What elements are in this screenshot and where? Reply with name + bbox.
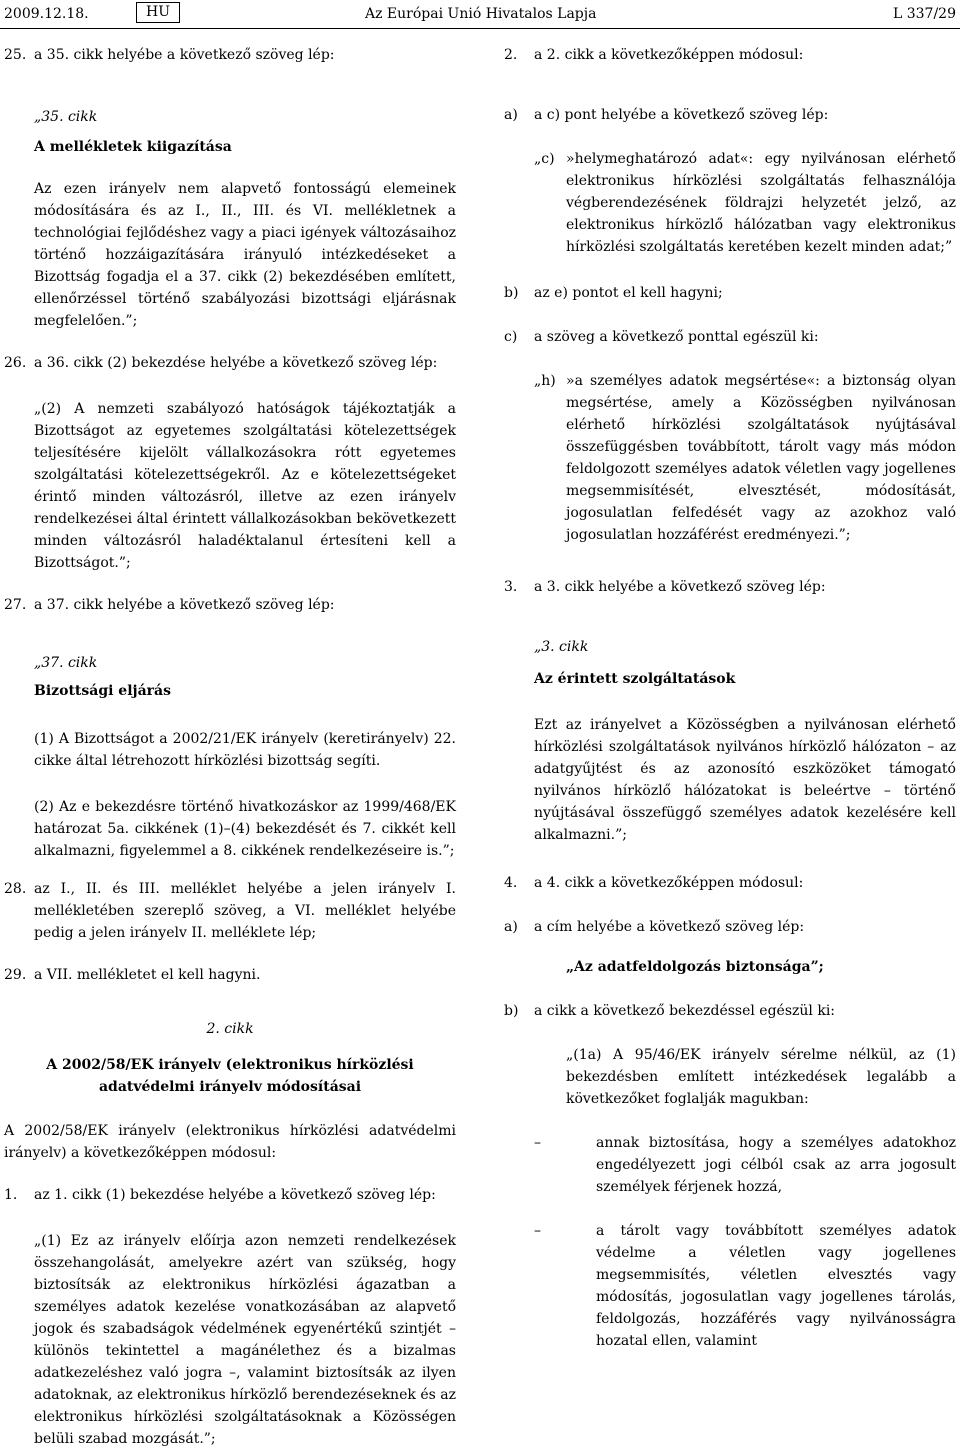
item-1-text: „(1) Ez az irányelv előírja azon nemzeti rendelkezések összehangolását, amelyekre azért van szükség, hogy biztosítsák az elektronikus hírközlési ágazatban a személyes adatok kezelése vonatkozásában az alapvető jogok és szabadságok védelmének egyenértékű szintjét – különös tekintettel a magánélethez és a bizalmas adatkezeléshez való jogra –, valamint biztosítsák az ilyen adatoknak, az elektronikus hírközlő berendezéseknek és az elektronikus hírközlési szolgáltatásoknak a Közösségen belüli szabad mozgását.”;	[34, 1233, 456, 1447]
page-header	[0, 0, 960, 28]
right-column	[504, 44, 956, 1352]
article-37-para-1: (1) A Bizottságot a 2002/21/EK irányelv (keretirányelv) 22. cikke által létrehozott hírközlési bizottság segíti.	[34, 731, 456, 769]
article-2-heading: 2. cikk	[206, 1021, 254, 1037]
left-column	[4, 44, 456, 1450]
article-35-heading: „35. cikk	[34, 109, 98, 125]
article-3-text: Ezt az irányelvet a Közösségben a nyilvánosan elérhető hírközlési szolgáltatások nyilvános hírközlő hálózaton – az adatgyűjtést és az azonosító eszközöket támogató nyilvános hírközlő hálózatokat is beleértve – történő nyújtásával összefüggő személyes adatok kezelésére kell alkalmazni.”;	[534, 717, 956, 843]
item-26-text: „(2) A nemzeti szabályozó hatóságok tájékoztatják a Bizottságot az egyetemes szolgáltatási kötelezettségek teljesítésére kijelölt vállalkozásokra rótt egyetemes szolgáltatási kötelezettségekről. Az e kötelezettségeket érintő minden változásról, illetve az ezen irányelv rendelkezései által érintett vállalkozásokban bekövetkezett minden változásról haladéktalanul értesíteni kell a Bizottságot.”;	[34, 401, 456, 571]
article-3-title: Az érintett szolgáltatások	[534, 671, 736, 687]
dash-item-2: – a tárolt vagy továbbított személyes adatok védelme a véletlen vagy jogellenes megsemmisítés, véletlen elvesztés vagy módosítás, jogosulatlan vagy jogellenes tárolás, feldolgozás, hozzáférés vagy nyilvánosságra hozatal ellen, valamint	[534, 1223, 956, 1349]
item-1: 1. az 1. cikk (1) bekezdése helyébe a következő szöveg lép:	[4, 1187, 436, 1203]
item-27: 27. a 37. cikk helyébe a következő szöveg lép:	[4, 597, 335, 613]
article-35-text: Az ezen irányelv nem alapvető fontosságú elemeinek módosítására és az I., II., III. és VI. mellékletnek a technológiai fejlődéshez vagy a piaci igények változásaihoz történő hozzáigazítására irányuló intézkedéseket a Bizottság fogadja el a 37. cikk (2) bekezdésében említett, ellenőrzéssel történő szabályozási bizottsági eljárásnak megfelelően.”;	[34, 181, 456, 329]
item-2a-text: „c) »helymeghatározó adat«: egy nyilvánosan elérhető elektronikus hírközlési szolgáltatás felhasználója végberendezésének földrajzi helyzetét jelző, az elektronikus hírközlő hálózatban vagy elektronikus hírközlési szolgáltatás keretében kezelt minden adat;”	[534, 151, 956, 255]
article-37-heading: „37. cikk	[34, 655, 98, 671]
item-26: 26. a 36. cikk (2) bekezdése helyébe a következő szöveg lép:	[4, 355, 438, 371]
item-4b: b) a cikk a következő bekezdéssel egészül ki:	[504, 1003, 836, 1019]
article-37-title: Bizottsági eljárás	[34, 683, 171, 699]
page-number: L 337/29	[893, 6, 956, 22]
item-28: 28. az I., II. és III. melléklet helyébe a jelen irányelv I. mellékletében szereplő szöveg, a VI. melléklet helyébe pedig a jelen irányelv II. melléklete lép;	[4, 881, 456, 941]
header-date: 2009.12.18.	[4, 6, 89, 22]
item-4: 4. a 4. cikk a következőképpen módosul:	[504, 875, 804, 891]
article-35-title: A mellékletek kiigazítása	[34, 139, 232, 155]
item-4a-text: „Az adatfeldolgozás biztonsága”;	[566, 959, 824, 975]
article-3-heading: „3. cikk	[534, 639, 589, 655]
language-code-box: HU	[136, 2, 180, 23]
item-2a: a) a c) pont helyébe a következő szöveg lép:	[504, 107, 829, 123]
item-25: 25. a 35. cikk helyébe a következő szöveg lép:	[4, 47, 335, 63]
item-4b-text: „(1a) A 95/46/EK irányelv sérelme nélkül, az (1) bekezdésben említett intézkedések legalább a következőket foglalják magukban:	[566, 1047, 956, 1107]
item-2: 2. a 2. cikk a következőképpen módosul:	[504, 47, 804, 63]
article-2-title-line-2: adatvédelmi irányelv módosításai	[98, 1079, 362, 1095]
article-37-para-2: (2) Az e bekezdésre történő hivatkozáskor az 1999/468/EK határozat 5a. cikkének (1)–(4) bekezdését és 7. cikkét kell alkalmazni, figyelemmel a 8. cikkének rendelkezéseire is.”;	[34, 799, 456, 859]
item-29: 29. a VII. mellékletet el kell hagyni.	[4, 967, 261, 983]
journal-title: Az Európai Unió Hivatalos Lapja	[365, 6, 597, 22]
header-rule	[0, 28, 960, 29]
item-2c-text: „h) »a személyes adatok megsértése«: a biztonság olyan megsértése, amely a Közösségben nyilvánosan elérhető hírközlési szolgáltatások nyújtásával összefüggésben továbbított, tárolt vagy más módon feldolgozott személyes adatok véletlen vagy jogellenes megsemmisítését, elvesztését, módosítását, jogosulatlan felfedését vagy az azokhoz való jogosulatlan hozzáférést eredményezi.”;	[534, 373, 956, 543]
item-4a: a) a cím helyébe a következő szöveg lép:	[504, 919, 805, 935]
item-2b: b) az e) pontot el kell hagyni;	[504, 285, 723, 301]
article-2-title-line-1: A 2002/58/EK irányelv (elektronikus hírközlési	[46, 1057, 414, 1073]
item-2c: c) a szöveg a következő ponttal egészül ki:	[504, 329, 819, 345]
dash-item-1: – annak biztosítása, hogy a személyes adatokhoz engedélyezett jogi célból csak az arra jogosult személyek férjenek hozzá,	[534, 1135, 956, 1195]
item-3: 3. a 3. cikk helyébe a következő szöveg lép:	[504, 579, 826, 595]
article-2-intro: A 2002/58/EK irányelv (elektronikus hírközlési adatvédelmi irányelv) a következőképpen módosul:	[4, 1123, 456, 1161]
